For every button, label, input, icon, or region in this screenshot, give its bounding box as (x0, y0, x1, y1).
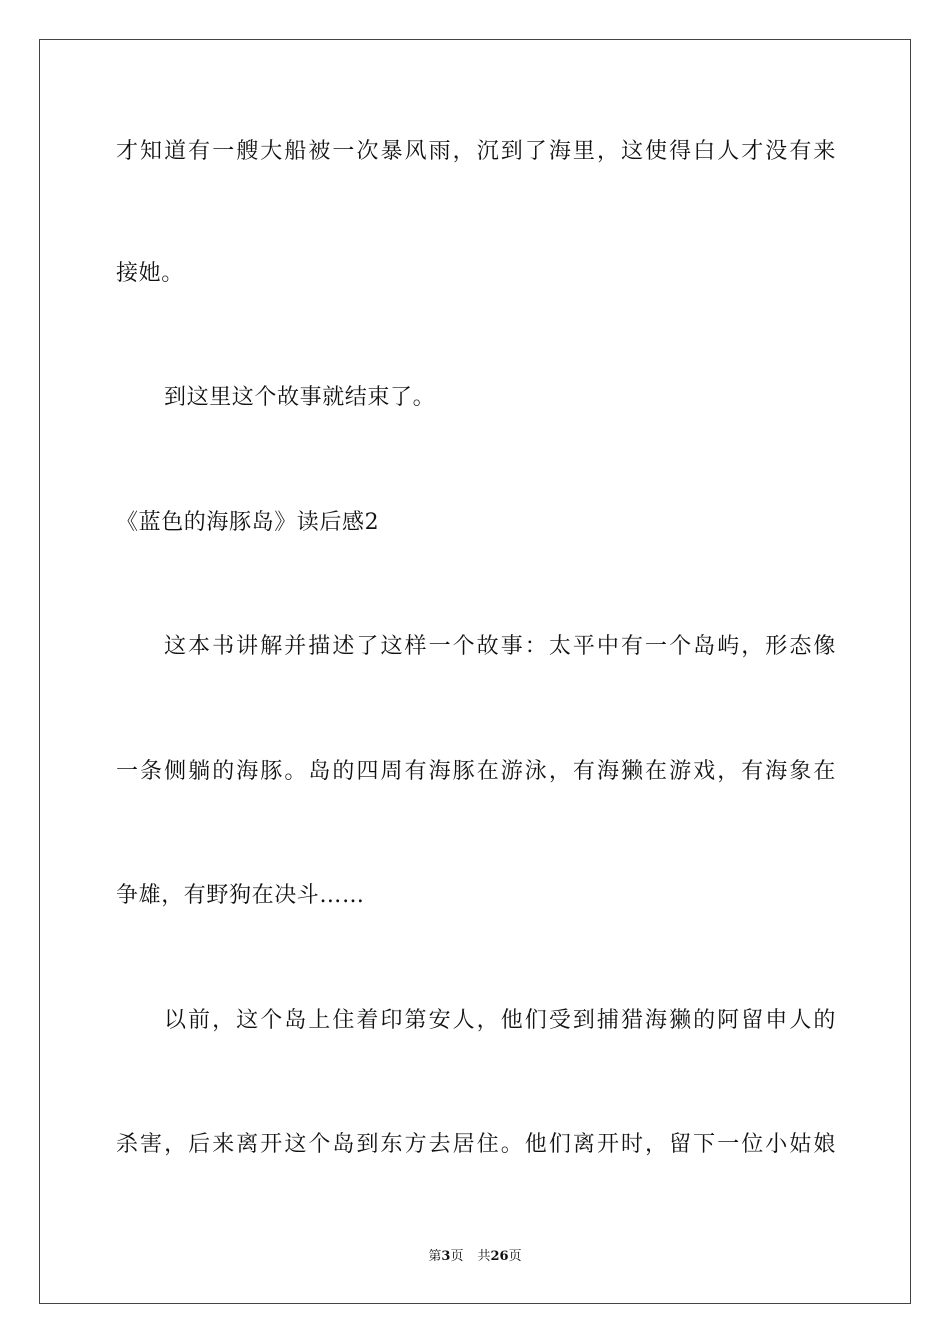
body-line-7: 争雄，有野狗在决斗…… (116, 883, 365, 908)
body-line-1: 才知道有一艘大船被一次暴风雨，沉到了海里，这使得白人才没有来 (116, 139, 836, 164)
body-line-6: 一条侧躺的海豚。岛的四周有海豚在游泳，有海獭在游戏，有海象在 (116, 759, 836, 784)
page-footer (0, 1248, 950, 1266)
body-line-3: 到这里这个故事就结束了。 (164, 385, 436, 410)
page-border (39, 39, 911, 1304)
footer-page-number: 3 (441, 1249, 451, 1264)
body-line-9: 杀害，后来离开这个岛到东方去居住。他们离开时，留下一位小姑娘 (116, 1132, 836, 1157)
footer-total-pages: 26 (490, 1249, 509, 1264)
body-line-8: 以前，这个岛上住着印第安人，他们受到捕猎海獭的阿留申人的 (164, 1008, 836, 1033)
footer-page-prefix: 第 (428, 1249, 442, 1264)
section-heading: 《蓝色的海豚岛》读后感2 (116, 510, 380, 535)
body-line-5: 这本书讲解并描述了这样一个故事：太平中有一个岛屿，形态像 (164, 634, 836, 659)
footer-total-prefix: 共 (477, 1249, 491, 1264)
footer-page-suffix: 页 (450, 1249, 464, 1264)
footer-total-suffix: 页 (508, 1249, 522, 1264)
body-line-2: 接她。 (116, 261, 184, 286)
